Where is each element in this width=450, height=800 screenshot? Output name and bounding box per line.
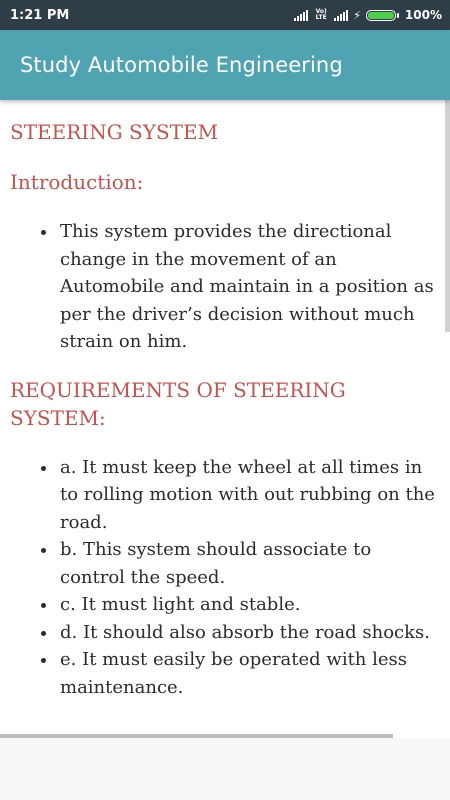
charging-icon: ⚡ [353,8,361,22]
list-item: • d. It should also absorb the road shocks. [58,619,440,647]
status-time: 1:21 PM [10,7,70,23]
status-bar [0,0,450,30]
volte-icon: Vo) LTE [315,8,327,21]
list-item: • a. It must keep the wheel at all times in to rolling motion with out rubbing on the road. [58,454,440,537]
signal-icon [294,10,308,21]
battery-icon [366,10,396,21]
article-scroll-view[interactable] [0,100,450,736]
vertical-scrollbar[interactable] [445,100,450,332]
list-item: • c. It must light and stable. [58,591,440,619]
article [10,118,440,701]
list-item: • b. This system should associate to control the speed. [58,536,440,591]
signal-icon [334,10,348,21]
requirements-heading: REQUIREMENTS OF STEERING SYSTEM: [10,377,346,430]
list-item: • e. It must easily be operated with less maintenance. [58,646,440,701]
app-title: Study Automobile Engineering [20,53,343,77]
bottom-blank-area [0,738,450,800]
article-heading: STEERING SYSTEM [10,120,219,144]
intro-list [10,218,440,356]
battery-percent: 100% [404,8,442,22]
list-item: • This system provides the directional change in the movement of an Automobile and maintain in a position as per the driver’s decision without much strain on him. [58,218,440,356]
app-bar [0,30,450,100]
intro-heading: Introduction: [10,170,144,194]
status-icons [294,8,442,22]
requirements-list [10,454,440,702]
